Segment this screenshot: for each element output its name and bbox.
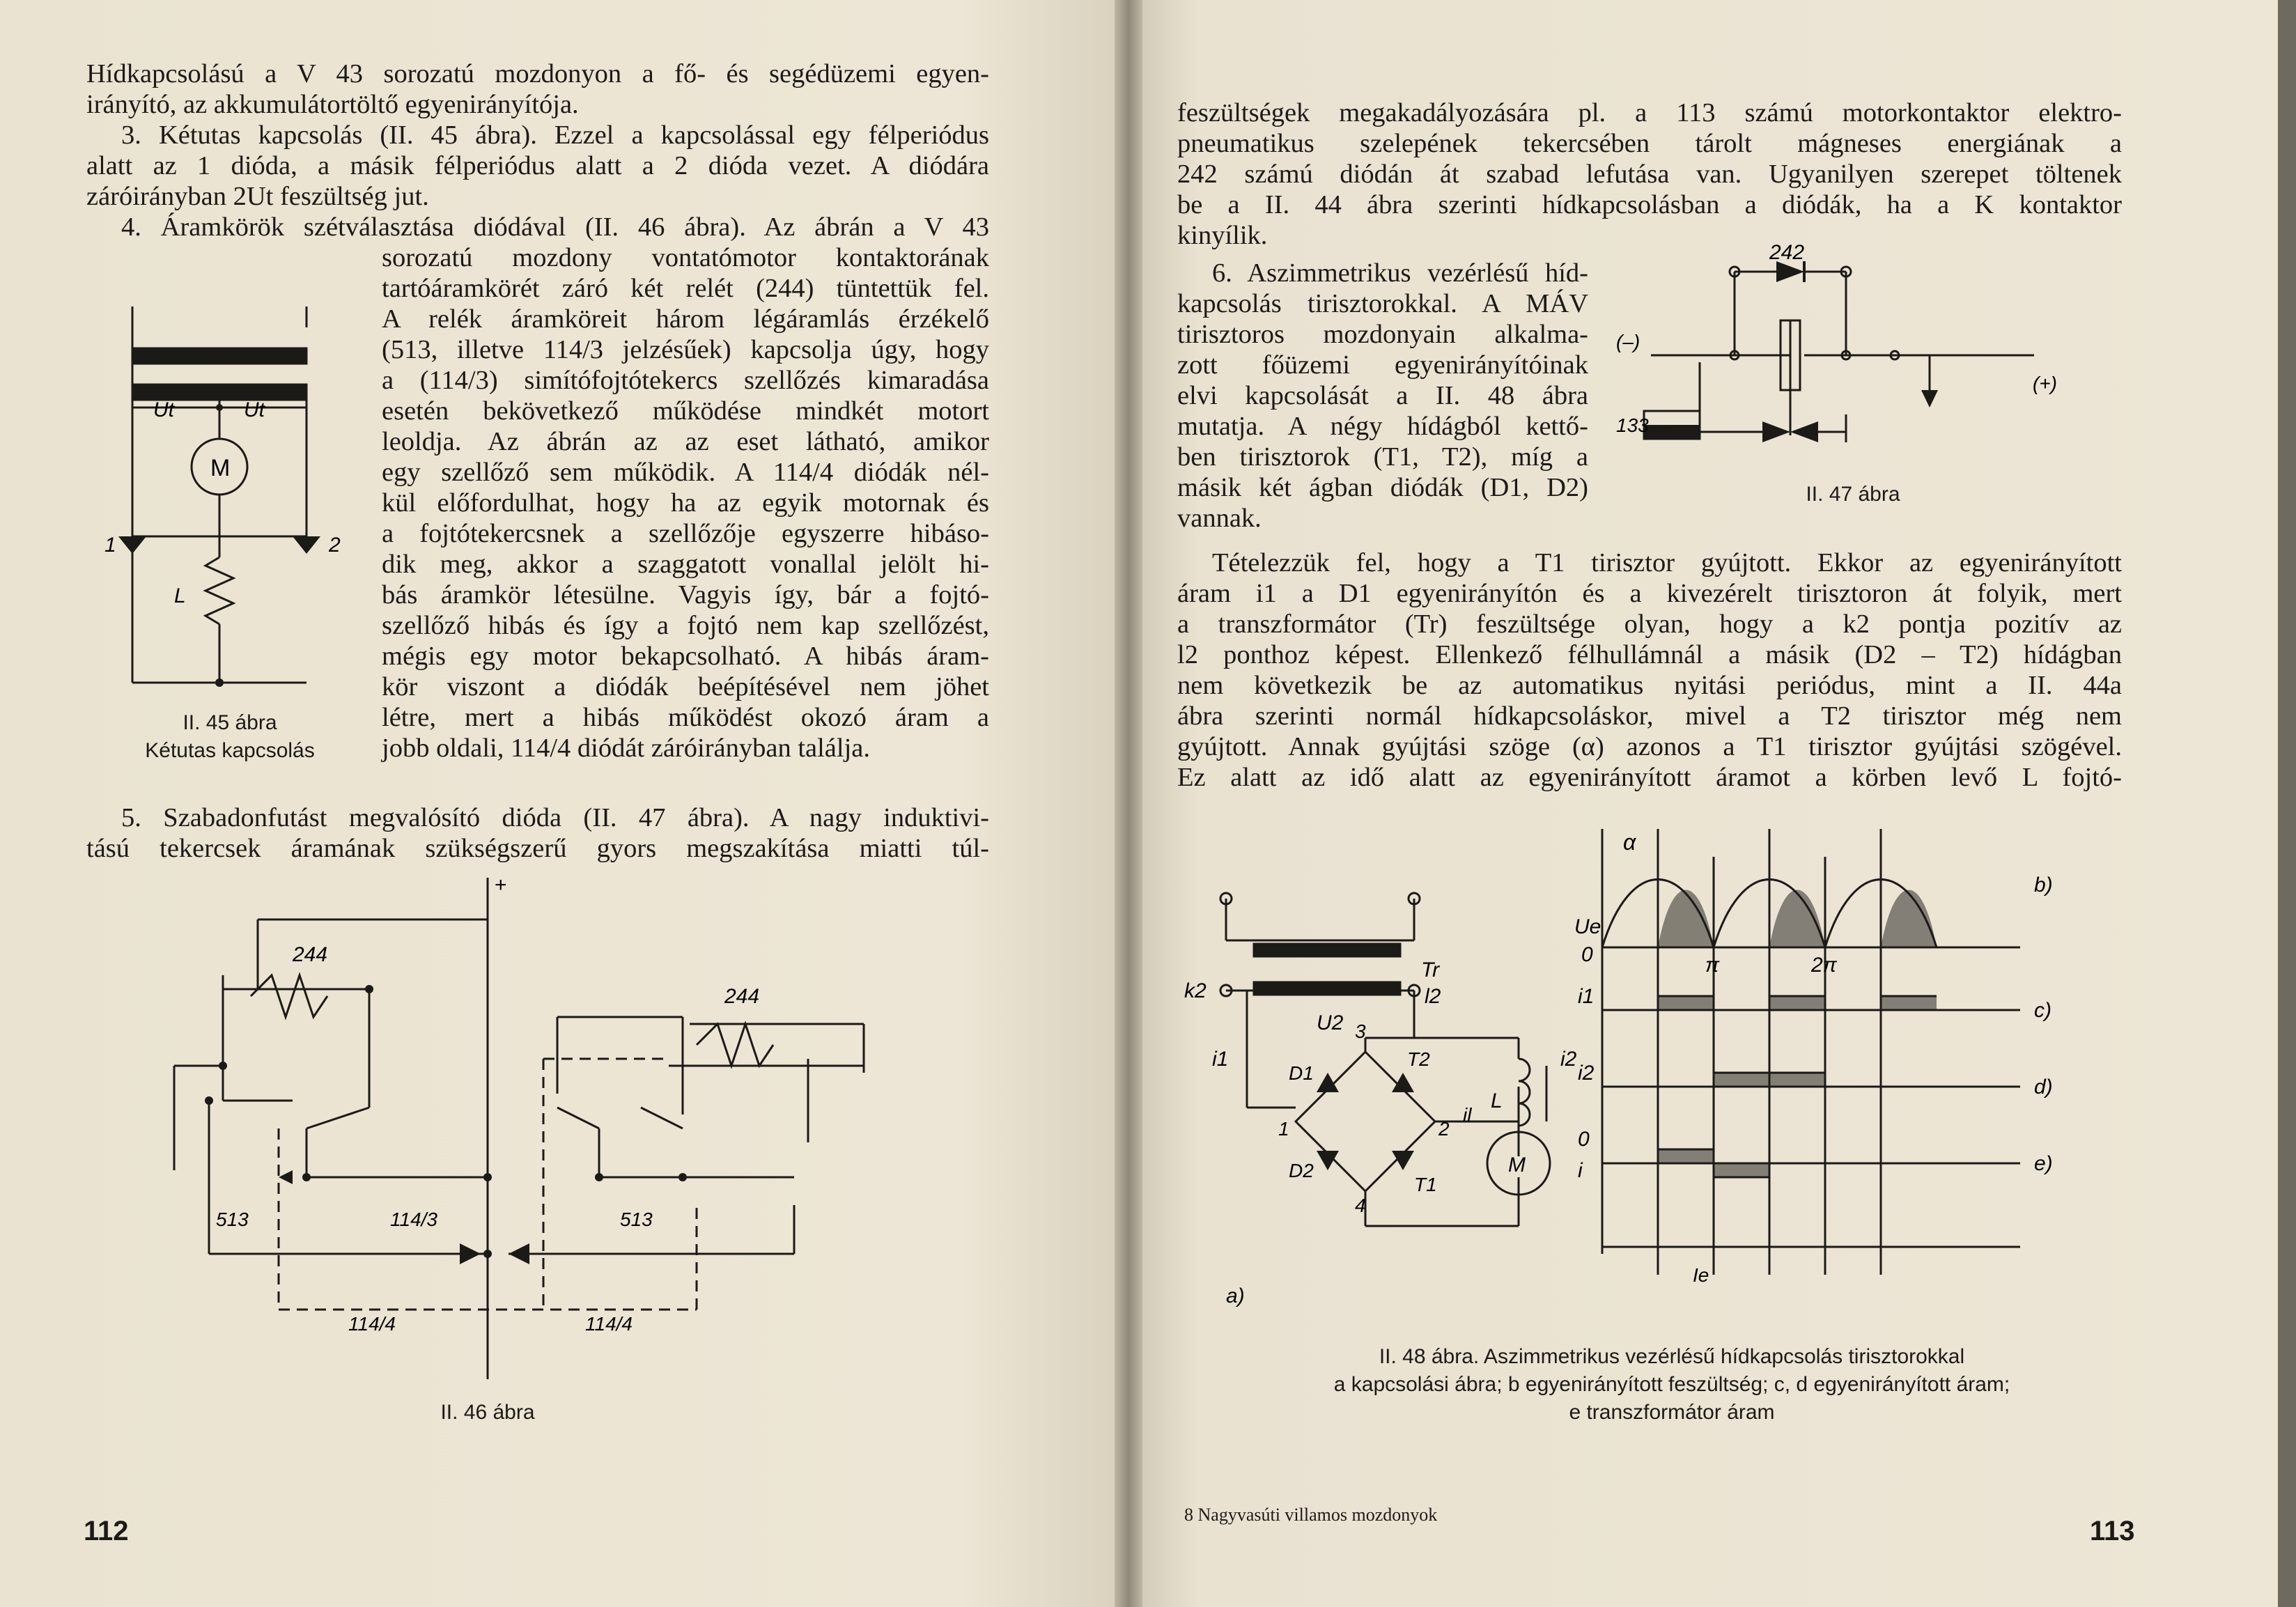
fig47-minus-label: (–) [1616,331,1640,352]
figure-46-caption: II. 46 ábra [440,1401,535,1424]
fig48-i2-label: i2 [1560,1048,1577,1071]
left-top-paragraph: Hídkapcsolású a V 43 sorozatú mozdonyon a fő- és segédüzemi egyen- irányító, az akkumulátortöltő egyenirányítója. [86,59,989,119]
fig48-zero-label: 0 [1581,943,1593,966]
fig48-d-label: d) [2034,1076,2053,1098]
page-number-right: 113 [2090,1516,2135,1546]
item6-paragraph: 6. Aszimmetrikus vezérlésű híd- kapcsolás tirisztorokkal. A MÁV tirisztoros mozdonyain alkalma- zott főüzemi egyenirányítóinak elvi kapcsolását a II. 48 ábra mutatja. A négy hídágból kettő- ben tirisztorok (T1, T2), míg a másik két ágban diódák (D1, D2) vannak. [1177,258,1588,533]
figure-47-caption: II. 47 ábra [1806,483,1900,506]
fig48-i1-label: i1 [1212,1048,1229,1071]
fig46-relay-left-label: 244 [293,943,328,966]
book-spine [1115,0,1142,1607]
fig46-relay-right-label: 244 [724,985,760,1008]
item3-paragraph: 3. Kétutas kapcsolás (II. 45 ábra). Ezzel a kapcsolással egy félperiódus alatt az 1 dióda, a másik félperiódus alatt a 2 dióda vezet. A diódára záróirányban 2Ut feszültség jut. [86,121,989,211]
fig48-ue-label: Ue [1574,915,1601,938]
figure-45-diagram [104,306,355,697]
fig48-node1: 1 [1278,1118,1289,1140]
fig46-plus-label: + [495,878,507,896]
fig48-motor-label: M [1508,1154,1526,1177]
fig48-ie-label: Ie [1693,1264,1709,1286]
item4-paragraph: sorozatú mozdony vontatómotor kontaktorának tartóáramkörét záró két relét (244) tüntettük fel. A relék áramköreit három légáramlás érzékelő (513, illetve 114/3 jelzésűek) kapcsolja úgy, hogy a (114/3) simítófojtótekercs szellőzés kimaradása esetén bekövetkező működése mindkét motort leoldja. Az ábrán az az eset látható, amikor egy szellőző sem működik. A 114/4 diódák nél- kül előfordulhat, hogy ha az egyik motornak és a fojtótekercsnek a szellőzője egyszerre hibáso- dik meg, akkor a szaggatott vonallal jelölt hi- bás áramkör létesülne. Vagyis így, bár a fojtó- szellőző hibás és így a fojtó nem kap szellőzést, mégis egy motor bekapcsolható. A hibás áram- kör viszont a diódák beépítésével nem jöhet létre, mert a hibás működést okozó áram a jobb oldali, 114/4 diódát záróirányban találja. [382,243,989,763]
fig45-motor-label: M [210,455,231,481]
fig48-e-label: e) [2034,1152,2053,1175]
paragraph-thyristor: Tételezzük fel, hogy a T1 tirisztor gyújtott. Ekkor az egyenirányított áram i1 a D1 egyenirányítón és a kivezérelt tirisztoron át folyik, mert a transzformátor (Tr) feszültsége olyan, hogy a k2 pontja pozitív az l2 ponthoz képest. Ellenkező félhullámnál a másik (D2 – T2) hídágban nem következik be az automatikus nyitási periódus, mint a II. 44a ábra szerinti normál hídkapcsoláskor, mivel a T2 tirisztor még nem gyújtott. Annak gyújtási szöge (α) azonos a T1 tirisztor gyújtási szögével. Ez alatt az idő alatt az egyenirányított áramot a körben levő L fojtó- [1177,548,2122,792]
fig47-valve-label: 133 [1616,414,1649,436]
fig48-2pi-label: 2π [1811,954,1837,977]
fig48-node4: 4 [1355,1195,1366,1216]
fig48-a-label: a) [1226,1284,1245,1307]
fig48-i2-graph-label: i2 [1578,1062,1595,1085]
fig48-l2-label: l2 [1425,985,1441,1008]
fig46-diode-1144-left: 114/4 [348,1313,396,1335]
fig47-plus-label: (+) [2033,373,2057,394]
fig48-zero-graph-label: 0 [1578,1128,1590,1151]
fig48-inductor-label: L [1491,1089,1503,1112]
fig48-d1-label: D1 [1289,1062,1314,1084]
fig48-i-graph-label: i [1578,1159,1583,1182]
fig45-inductor-label: L [174,584,186,607]
fig46-diode-1144-right: 114/4 [585,1313,633,1335]
fig48-c-label: c) [2034,999,2051,1022]
right-top-paragraph: feszültségek megakadályozására pl. a 113 számú motorkontaktor elektro- pneumatikus szelepének tekercsében tárolt mágneses energiának a 242 számú diódán át szabad lefutása van. Ugyanilyen szerepet töltenek be a II. 44 ábra szerinti hídkapcsolásban a diódák, ha a K kontaktor kinyílik. [1177,98,2122,250]
fig48-il-label: il [1463,1104,1472,1126]
fig48-b-label: b) [2034,874,2053,896]
fig46-sensor-513-left: 513 [216,1209,249,1230]
fig48-u2-label: U2 [1317,1011,1344,1034]
fig46-sensor-513-right: 513 [620,1209,653,1230]
fig48-node2: 2 [1438,1118,1450,1140]
figure-48-diagram [1184,829,2173,1317]
figure-45-caption: II. 45 ábra Kétutas kapcsolás [145,711,315,762]
fig48-pi-label: π [1705,954,1720,977]
page-edge [2278,0,2296,1607]
fig48-alpha-label: α [1623,830,1636,855]
fig47-diode-label: 242 [1769,244,1805,264]
fig46-sensor-1143: 114/3 [390,1209,437,1230]
figure-48-caption: II. 48 ábra. Aszimmetrikus vezérlésű hídkapcsolás tirisztorokkal a kapcsolási ábra; b egyenirányított feszültség; c, d egyenirányított áram; e transzformátor áram [1333,1345,2010,1424]
fig48-t1-label: T1 [1414,1174,1437,1195]
figure-47-diagram [1616,244,2062,474]
fig45-label-u-right: Ut [244,398,265,421]
fig48-i1-graph-label: i1 [1578,985,1595,1008]
fig48-d2-label: D2 [1289,1160,1314,1181]
fig45-diode1-label: 1 [104,534,116,557]
footer-book-title: 8 Nagyvasúti villamos mozdonyok [1184,1505,1438,1525]
fig48-k2-label: k2 [1184,979,1207,1002]
fig48-t2-label: T2 [1407,1048,1430,1070]
item4-heading: 4. Áramkörök szétválasztása diódával (II. 46 ábra). Az ábrán a V 43 [121,212,989,242]
fig45-label-u-left: Ut [153,398,174,421]
item5-paragraph: 5. Szabadonfutást megvalósító dióda (II. 47 ábra). A nagy induktivi- tású tekercsek áramának szükségszerű gyors megszakítása miatti túl- [86,803,989,863]
page-number-left: 112 [84,1516,129,1546]
figure-46-diagram [167,878,920,1379]
fig48-node3: 3 [1355,1020,1366,1042]
fig48-tr-label: Tr [1421,958,1440,981]
fig45-diode2-label: 2 [329,534,341,557]
